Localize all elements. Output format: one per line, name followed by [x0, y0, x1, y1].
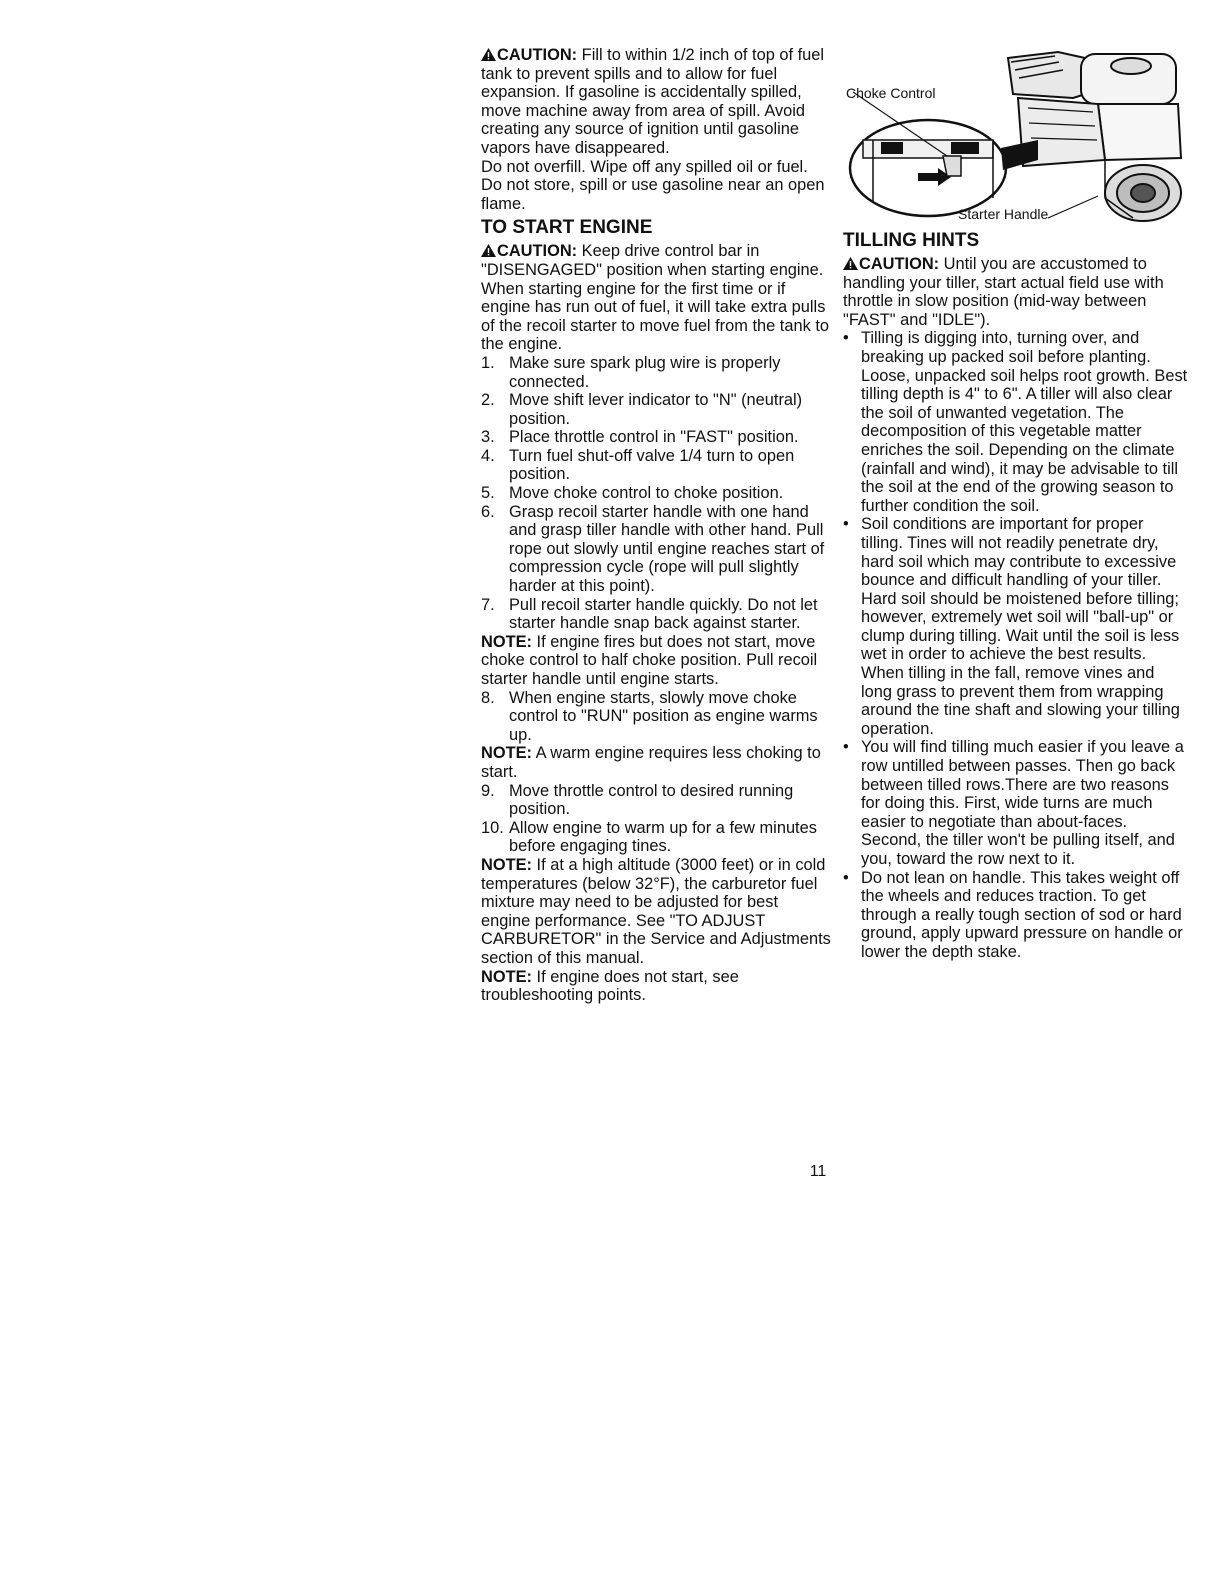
tilling-hints-heading: TILLING HINTS	[843, 230, 980, 251]
choke-control-label: Choke Control	[846, 85, 936, 101]
step-text: Make sure spark plug wire is properly connected.	[509, 353, 781, 391]
caution-text: Until you are accustomed to handling your tiller, start actual field use with throttle in slow position (mid-way between "FAST" and "IDLE").	[843, 255, 1164, 329]
step-item	[481, 782, 831, 819]
step-number: 10.	[481, 818, 504, 837]
engine-figure	[843, 48, 1188, 230]
step-number: 3.	[481, 428, 495, 447]
step-text: Place throttle control in "FAST" position.	[509, 428, 799, 447]
step-number: 1.	[481, 353, 495, 372]
starter-handle-label: Starter Handle	[958, 206, 1049, 222]
step-item	[481, 503, 831, 596]
step-text: Turn fuel shut-off valve 1/4 turn to open position.	[509, 446, 795, 484]
step-item	[481, 596, 831, 633]
step-number: 9.	[481, 781, 495, 800]
note-troubleshooting	[481, 968, 831, 1005]
caution-drive-paragraph	[481, 242, 831, 279]
note-text: A warm engine requires less choking to start.	[481, 744, 821, 781]
left-column	[481, 46, 831, 1005]
step-item	[481, 447, 831, 484]
caution-fuel-paragraph	[481, 46, 831, 158]
hint-item	[843, 329, 1188, 515]
intro-paragraph: When starting engine for the first time or if engine has run out of fuel, it will take extra pulls of the recoil starter to move fuel from the tank to the engine.	[481, 279, 830, 354]
caution-text: Fill to within 1/2 inch of top of fuel tank to prevent spills and to allow for fuel expansion. If gasoline is accidentally spilled, move machine away from area of spill. Avoid creating any source of ignition until gasoline vapors have disappeared.	[481, 46, 825, 157]
step-number: 2.	[481, 391, 495, 410]
right-column	[843, 230, 1188, 962]
caution-throttle-paragraph	[843, 255, 1188, 329]
step-item	[481, 428, 831, 447]
bullet-icon: •	[843, 868, 849, 887]
caution-text: Keep drive control bar in "DISENGAGED" position when starting engine.	[481, 242, 824, 279]
note-label: NOTE:	[481, 967, 532, 986]
note-text: If engine does not start, see troubleshooting points.	[481, 967, 739, 1005]
step-text: When engine starts, slowly move choke control to "RUN" position as engine warms up.	[509, 688, 818, 744]
step-text: Move shift lever indicator to "N" (neutral) position.	[509, 391, 803, 428]
engine-choke-starter-illustration	[843, 48, 1188, 230]
step-number: 4.	[481, 446, 495, 465]
step-number: 6.	[481, 502, 495, 521]
page-number: 11	[809, 1163, 827, 1180]
step-text: Grasp recoil starter handle with one hand and grasp tiller handle with other hand. Pull rope out slowly until engine reaches start of compression cycle (rope will pull slightly harder at this point).	[509, 502, 825, 596]
hint-text: You will find tilling much easier if you leave a row untilled between passes. Then go back between tilled rows.There are two reasons for doing this. First, wide turns are much easier to negotiate than about-faces. Second, the tiller won't be pulling itself, and you, toward the row next to it.	[861, 738, 1184, 868]
step-text: Pull recoil starter handle quickly. Do not let starter handle snap back against starter.	[509, 595, 818, 633]
steps-list-a	[481, 354, 831, 633]
warning-triangle-icon	[481, 48, 496, 61]
hint-text: Soil conditions are important for proper tilling. Tines will not readily penetrate dry, hard soil which may contribute to excessive bounce and difficult handling of your tiller. Hard soil should be moistened before tilling; however, extremely wet soil will "ball-up" or clump during tilling. Wait until the soil is less wet in order to achieve the best results. When tilling in the fall, remove vines and long grass to prevent them from wrapping around the tine shaft and slowing your tilling operation.	[861, 515, 1180, 738]
note-half-choke	[481, 633, 831, 689]
step-item	[481, 689, 831, 745]
step-item	[481, 819, 831, 856]
step-number: 5.	[481, 484, 495, 503]
overfill-paragraph: Do not overfill. Wipe off any spilled oil or fuel. Do not store, spill or use gasoline near an open flame.	[481, 157, 825, 213]
bullet-icon: •	[843, 329, 849, 348]
bullet-icon: •	[843, 515, 849, 534]
note-label: NOTE:	[481, 744, 532, 763]
note-warm-engine	[481, 744, 831, 781]
caution-label: CAUTION:	[497, 46, 578, 64]
caution-label: CAUTION:	[497, 242, 578, 261]
hint-item	[843, 869, 1188, 962]
hint-text: Tilling is digging into, turning over, and breaking up packed soil before planting. Loose, unpacked soil helps root growth. Best tilling depth is 4" to 6". A tiller will also clear the soil of unwanted vegetation. The decomposition of this vegetable matter enriches the soil. Depending on the climate (rainfall and wind), it may be advisable to till the soil at the end of the growing season to further condition the soil.	[861, 329, 1188, 515]
caution-label: CAUTION:	[859, 255, 940, 273]
start-engine-heading: TO START ENGINE	[481, 217, 653, 239]
hints-list	[843, 329, 1188, 961]
step-item	[481, 354, 831, 391]
step-text: Move throttle control to desired running position.	[509, 781, 794, 819]
warning-triangle-icon	[843, 257, 858, 270]
note-label: NOTE:	[481, 632, 532, 651]
step-item	[481, 484, 831, 503]
hint-item	[843, 515, 1188, 738]
note-text: If engine fires but does not start, move choke control to half choke position. Pull recoil starter handle until engine starts.	[481, 632, 818, 688]
step-text: Allow engine to warm up for a few minutes before engaging tines.	[509, 818, 817, 856]
warning-triangle-icon	[481, 244, 496, 257]
step-number: 8.	[481, 688, 495, 707]
steps-list-c	[481, 782, 831, 856]
steps-list-b	[481, 689, 831, 745]
bullet-icon: •	[843, 738, 849, 757]
note-text: If at a high altitude (3000 feet) or in cold temperatures (below 32°F), the carburetor fuel mixture may need to be adjusted for best engine performance. See "TO ADJUST CARBURETOR" in the Service and Adjustments section of this manual.	[481, 855, 831, 967]
note-label: NOTE:	[481, 855, 532, 874]
hint-item	[843, 738, 1188, 868]
hint-text: Do not lean on handle. This takes weight off the wheels and reduces traction. To get through a really tough section of sod or hard ground, apply upward pressure on handle or lower the depth stake.	[861, 868, 1183, 961]
step-number: 7.	[481, 595, 495, 614]
step-item	[481, 391, 831, 428]
note-altitude	[481, 856, 831, 968]
step-text: Move choke control to choke position.	[509, 484, 784, 503]
